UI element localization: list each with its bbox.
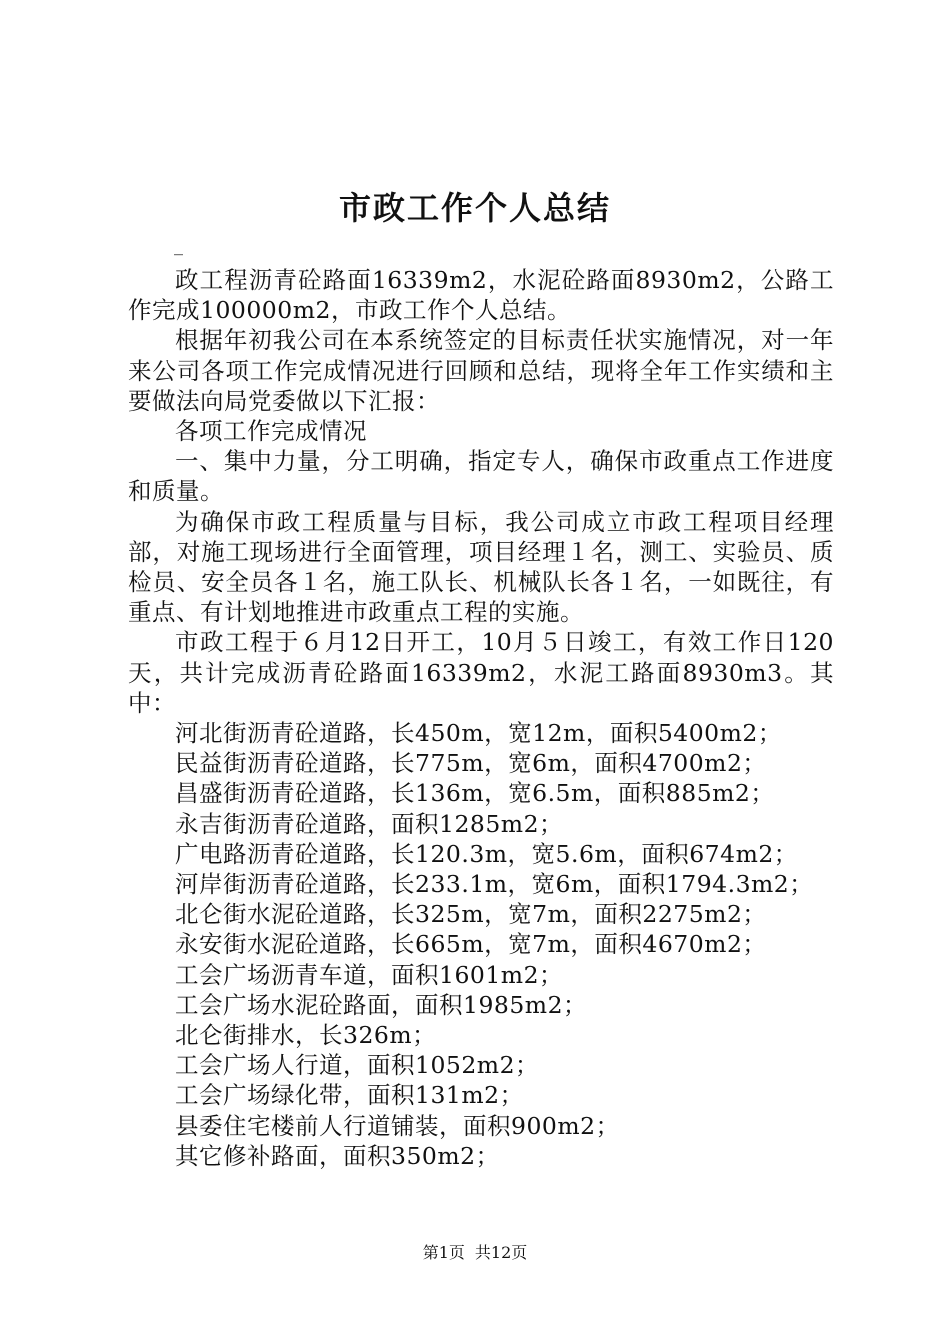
section-heading: 各项工作完成情况 xyxy=(175,417,367,446)
underscore-mark: _ xyxy=(174,235,183,256)
list-item: 工会广场人行道，面积1052m2； xyxy=(175,1051,540,1080)
list-item: 其它修补路面，面积350m2； xyxy=(175,1141,500,1170)
list-item: 县委住宅楼前人行道铺装，面积900m2； xyxy=(175,1111,620,1140)
paragraph-organization: 为确保市政工程质量与目标，我公司成立市政工程项目经理部，对施工现场进行全面管理，项目经理１名，测工、实验员、质检员、安全员各１名，施工队长、机械队长各１名，一如既往，有重点、有计划地推进市政重点工程的实施。 xyxy=(128,507,834,627)
page-footer xyxy=(0,1243,950,1263)
paragraph-schedule: 市政工程于６月12日开工，10月５日竣工，有效工作日120天，共计完成沥青砼路面16339m2，水泥工路面8930m3。其中： xyxy=(128,628,834,717)
list-item: 工会广场沥青车道，面积1601m2； xyxy=(175,960,564,989)
document-body xyxy=(128,265,834,1171)
list-item: 北仑街排水，长326m； xyxy=(175,1021,437,1050)
paragraph-summary: 政工程沥青砼路面16339m2，水泥砼路面8930m2，公路工作完成100000m2，市政工作个人总结。 xyxy=(128,266,834,325)
section-one-heading: 一、集中力量，分工明确，指定专人，确保市政重点工作进度和质量。 xyxy=(128,447,834,506)
paragraph-intro: 根据年初我公司在本系统签定的目标责任状实施情况，对一年来公司各项工作完成情况进行回顾和总结，现将全年工作实绩和主要做法向局党委做以下汇报： xyxy=(128,326,834,415)
page-number: 第1页 xyxy=(422,1243,465,1262)
page-total: 共12页 xyxy=(474,1243,528,1262)
list-item: 永吉街沥青砼道路，面积1285m2； xyxy=(175,809,564,838)
list-item: 广电路沥青砼道路，长120.3m，宽5.6m，面积674m2； xyxy=(175,839,798,868)
list-item: 北仑街水泥砼道路，长325m，宽7m，面积2275m2； xyxy=(175,900,767,929)
list-item: 工会广场绿化带，面积131m2； xyxy=(175,1081,524,1110)
list-item: 昌盛街沥青砼道路，长136m，宽6.5m，面积885m2； xyxy=(175,779,775,808)
list-item: 永安街水泥砼道路，长665m，宽7m，面积4670m2； xyxy=(175,930,767,959)
list-item: 河岸街沥青砼道路，长233.1m，宽6m，面积1794.3m2； xyxy=(175,870,814,899)
list-item: 河北街沥青砼道路，长450m，宽12m，面积5400m2； xyxy=(175,719,782,748)
document-title: 市政工作个人总结 xyxy=(338,189,611,227)
list-item: 民益街沥青砼道路，长775m，宽6m，面积4700m2； xyxy=(175,749,767,778)
list-item: 工会广场水泥砼路面，面积1985m2； xyxy=(175,990,588,1019)
